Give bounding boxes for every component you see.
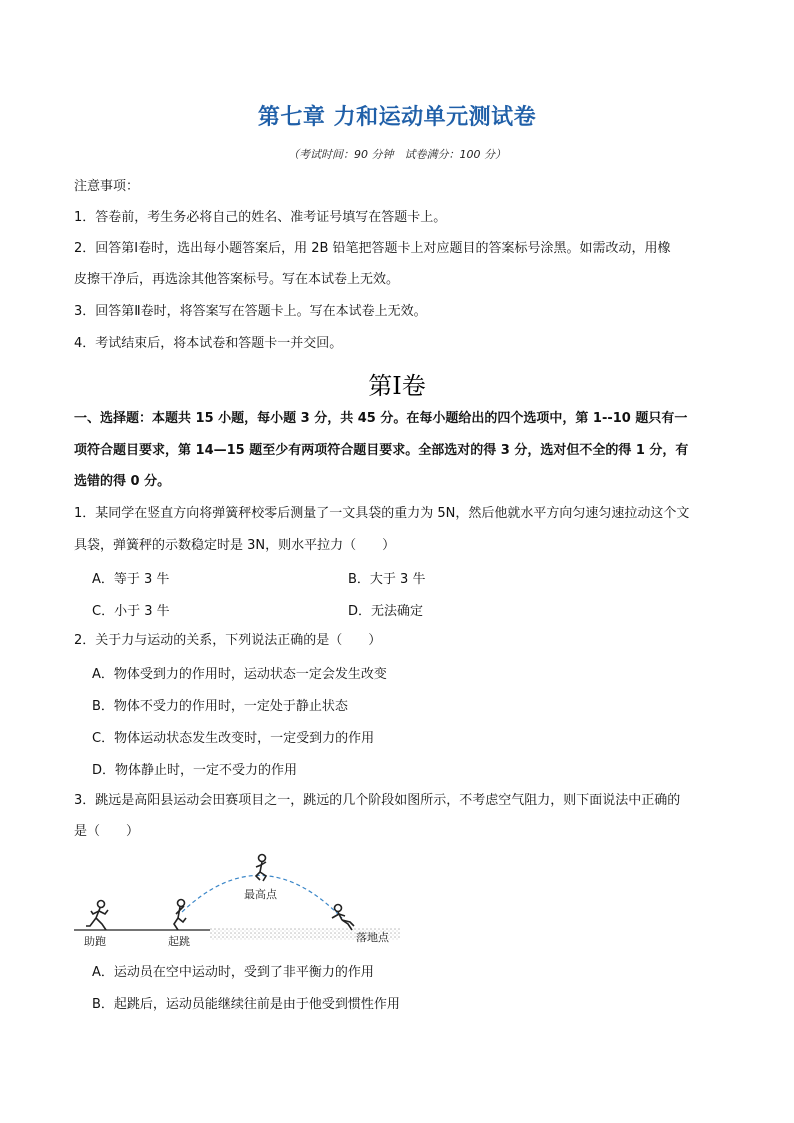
notice-heading: 注意事项： [74,179,140,194]
instructions-line: 选错的得 0 分。 [74,474,171,489]
figure-label-runup: 助跑 [84,935,106,948]
notice-line: 皮擦干净后，再选涂其他答案标号。写在本试卷上无效。 [74,272,400,287]
jumper-apex-icon [256,855,266,882]
q1-option-b: B．大于 3 牛 [348,572,426,587]
page-title: 第七章 力和运动单元测试卷 [257,105,537,130]
notice-line: 1．答卷前，考生务必将自己的姓名、准考证号填写在答题卡上。 [74,210,447,225]
instructions-line: 项符合题目要求，第 14—15 题至少有两项符合题目要求。全部选对的得 3 分，选对但不全的得 1 分，有 [74,443,689,458]
notice-line: 2．回答第Ⅰ卷时，选出每小题答案后，用 2B 铅笔把答题卡上对应题目的答案标号涂黑。如需改动，用橡 [74,241,671,256]
question-1-text: 1．某同学在竖直方向将弹簧秤校零后测量了一文具袋的重力为 5N，然后他就水平方向匀速匀速拉动这个文 [74,506,690,521]
instructions-line: 一、选择题：本题共 15 小题，每小题 3 分，共 45 分。在每小题给出的四个选项中，第 1--10 题只有一 [74,411,688,426]
q1-option-a: A．等于 3 牛 [92,572,170,587]
q3-option-a: A．运动员在空中运动时，受到了非平衡力的作用 [92,965,374,980]
q1-option-c: C．小于 3 牛 [92,604,170,619]
notice-line: 3．回答第Ⅱ卷时，将答案写在答题卡上。写在本试卷上无效。 [74,304,427,319]
runner-icon [86,901,108,931]
q3-option-b: B．起跳后，运动员能继续往前是由于他受到惯性作用 [92,997,400,1012]
jumper-landing-icon [332,905,354,931]
q2-option-a: A．物体受到力的作用时，运动状态一定会发生改变 [92,667,387,682]
q1-option-d: D．无法确定 [348,604,424,619]
jumper-takeoff-icon [174,900,186,931]
question-3-text: 是（ ） [74,824,140,839]
figure-label-takeoff: 起跳 [168,935,190,948]
figure-label-landing: 落地点 [356,931,389,944]
notice-line: 4．考试结束后，将本试卷和答题卡一并交回。 [74,336,343,351]
section-title: 第Ⅰ卷 [368,372,426,400]
question-2-text: 2．关于力与运动的关系，下列说法正确的是（ ） [74,633,382,648]
q2-option-d: D．物体静止时，一定不受力的作用 [92,763,298,778]
question-1-text: 具袋，弹簧秤的示数稳定时是 3N，则水平拉力（ ） [74,538,396,553]
exam-info: （考试时间：90 分钟 试卷满分：100 分） [288,148,506,161]
q2-option-b: B．物体不受力的作用时，一定处于静止状态 [92,699,348,714]
question-3-text: 3．跳远是高阳县运动会田赛项目之一，跳远的几个阶段如图所示，不考虑空气阻力，则下面说法中正确的 [74,793,681,808]
q2-option-c: C．物体运动状态发生改变时，一定受到力的作用 [92,731,375,746]
figure-label-apex: 最高点 [244,888,277,901]
